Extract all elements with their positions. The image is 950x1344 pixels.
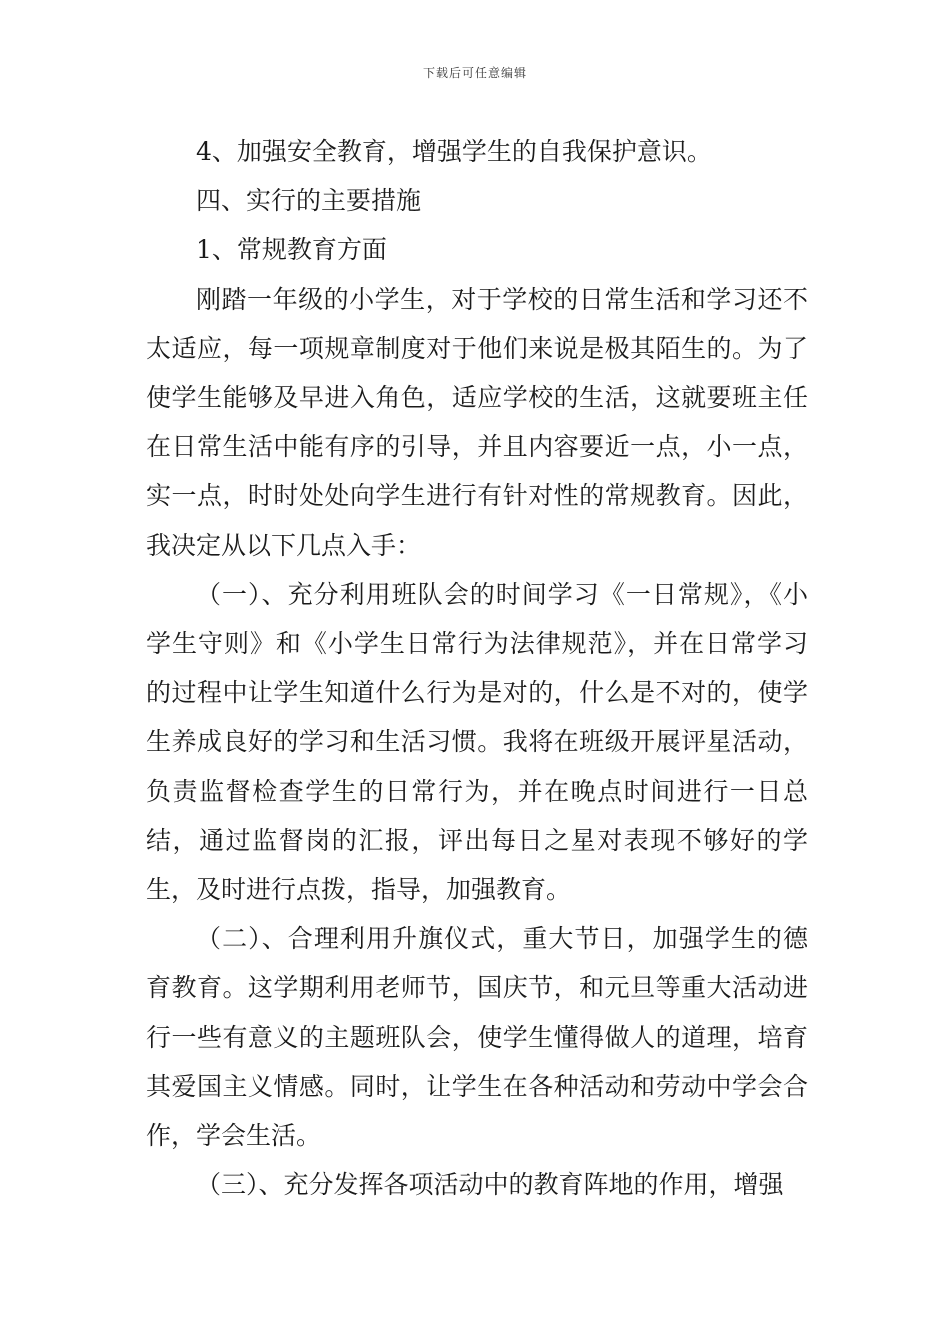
paragraph-item-three: （三）、充分发挥各项活动中的教育阵地的作用，增强 — [196, 1170, 784, 1200]
paragraph-item-one: （一）、充分利用班队会的时间学习《一日常规》，《小学生守则》和《小学生日常行为法律规范》，并在日常学习的过程中让学生知道什么行为是对的，什么是不对的，使学生养成良好的学习和生活习惯。我将在班级开展评星活动，负责监督检查学生的日常行为，并在晚点时间进行一日总结，通过监督岗的汇报，评出每日之星对表现不够好的学生，及时进行点拨，指导，加强教育。 — [146, 579, 808, 905]
paragraph-item-two: （二）、合理利用升旗仪式，重大节日，加强学生的德育教育。这学期利用老师节，国庆节，和元旦等重大活动进行一些有意义的主题班队会，使学生懂得做人的道理，培育其爱国主义情感。同时，让学生在各种活动和劳动中学会合作，学会生活。 — [146, 924, 808, 1151]
paragraph-safety-education: 4、加强安全教育，增强学生的自我保护意识。 — [196, 137, 712, 166]
subsection-heading-routine-education: 1、常规教育方面 — [196, 235, 387, 265]
paragraph-routine-intro: 刚踏一年级的小学生，对于学校的日常生活和学习还不太适应，每一项规章制度对于他们来说是极其陌生的。为了使学生能够及早进入角色，适应学校的生活，这就要班主任在日常生活中能有序的引导，并且内容要近一点，小一点，实一点，时时处处向学生进行有针对性的常规教育。因此，我决定从以下几点入手： — [146, 284, 808, 560]
section-heading-measures: 四、实行的主要措施 — [196, 186, 422, 216]
page-header: 下载后可任意编辑 — [422, 66, 527, 80]
document-body — [146, 127, 808, 1209]
